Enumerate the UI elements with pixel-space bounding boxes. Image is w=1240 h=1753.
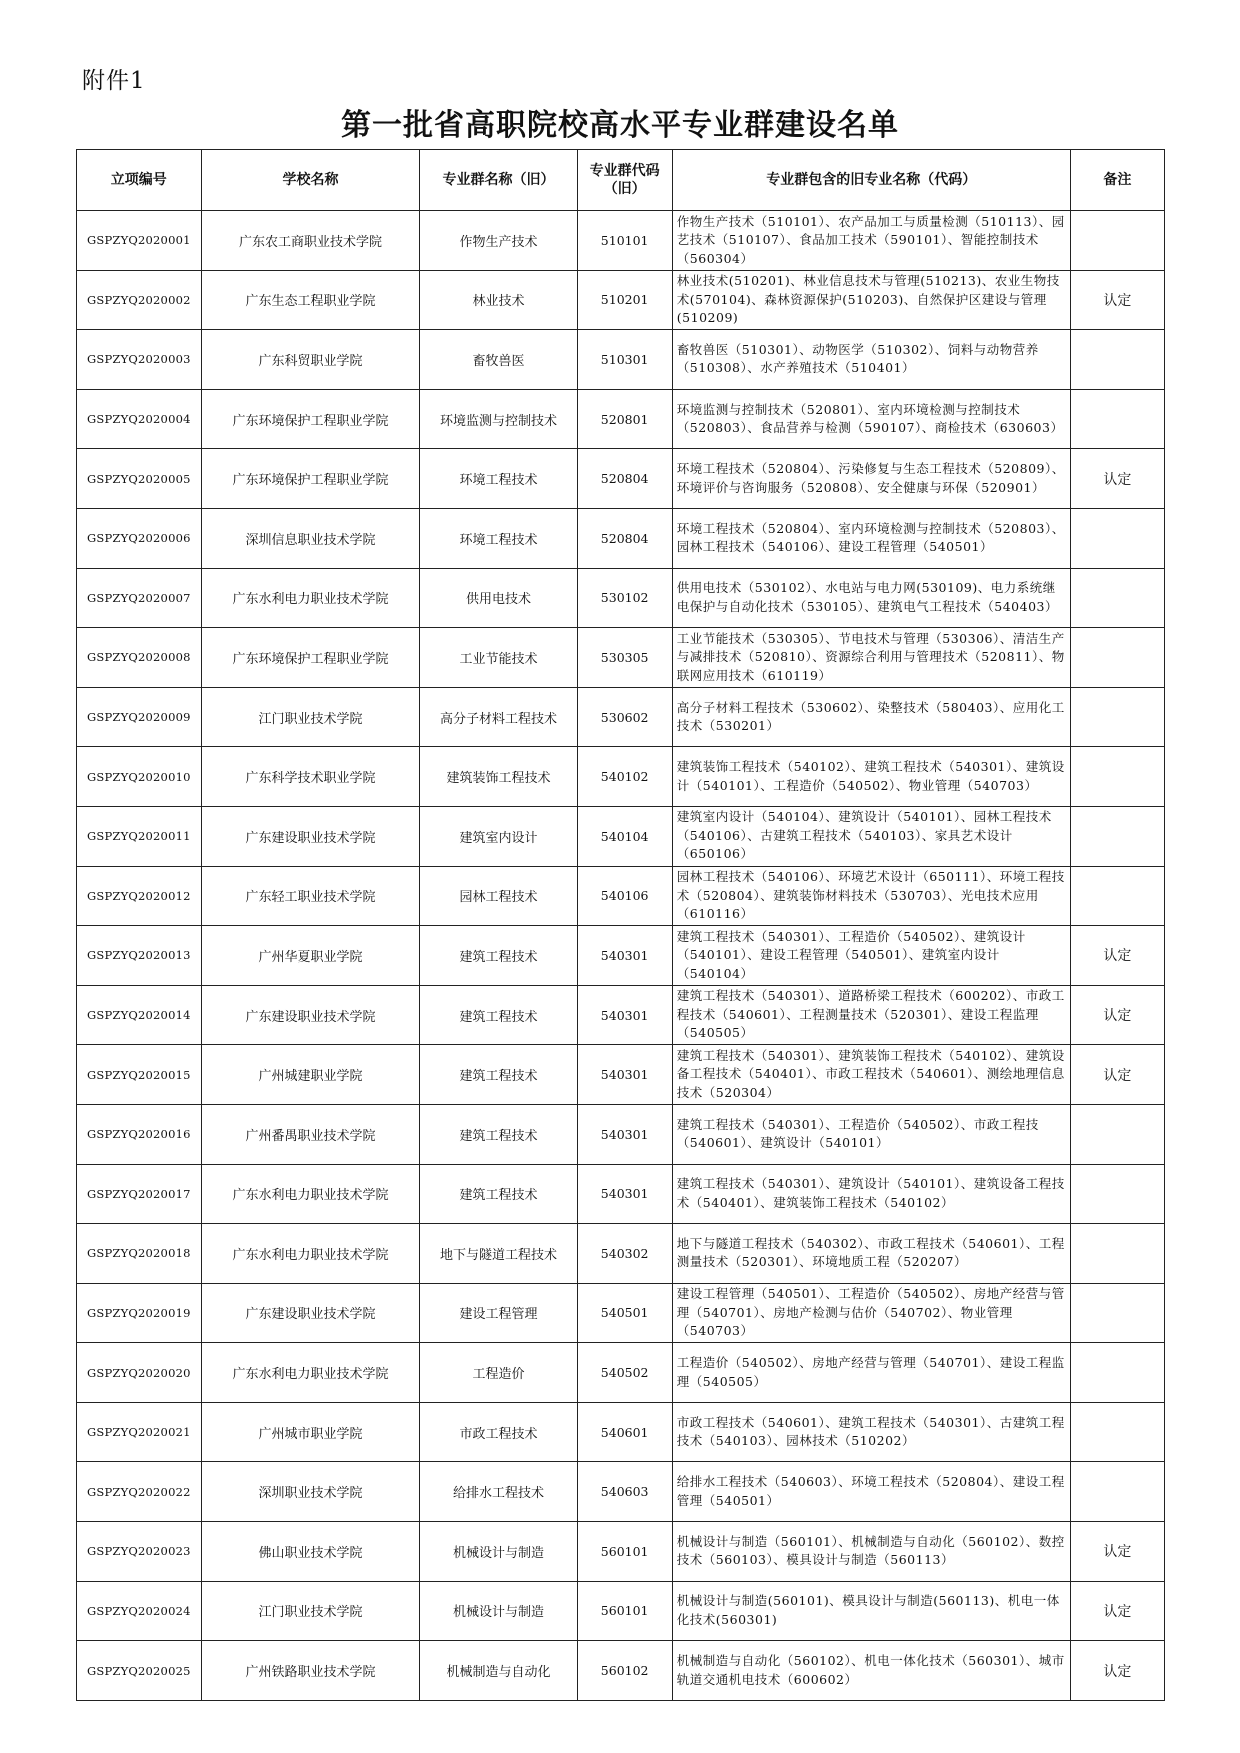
cell-school: 佛山职业技术学院	[201, 1522, 420, 1582]
cell-group-name: 给排水工程技术	[420, 1462, 577, 1522]
table-row	[77, 687, 1165, 747]
cell-majors: 园林工程技术（540106）、环境艺术设计（650111）、环境工程技术（520804）、建筑装饰材料技术（530703）、光电技术应用（610116）	[672, 866, 1070, 926]
table-row	[77, 568, 1165, 628]
cell-group-code: 540301	[577, 926, 672, 986]
cell-note	[1070, 1462, 1164, 1522]
cell-group-name: 建筑工程技术	[420, 985, 577, 1045]
cell-id: GSPZYQ2020009	[77, 687, 202, 747]
cell-group-code: 540502	[577, 1343, 672, 1403]
cell-school: 广东轻工职业技术学院	[201, 866, 420, 926]
cell-group-name: 工业节能技术	[420, 628, 577, 688]
cell-id: GSPZYQ2020008	[77, 628, 202, 688]
table-header-row	[77, 150, 1165, 211]
cell-group-code: 540104	[577, 806, 672, 866]
cell-school: 广东环境保护工程职业学院	[201, 449, 420, 509]
cell-group-name: 环境监测与控制技术	[420, 389, 577, 449]
cell-note	[1070, 806, 1164, 866]
table-row	[77, 1522, 1165, 1582]
cell-note	[1070, 508, 1164, 568]
cell-majors: 建设工程管理（540501）、工程造价（540502）、房地产经营与管理（540701）、房地产检测与估价（540702）、物业管理（540703）	[672, 1283, 1070, 1343]
cell-id: GSPZYQ2020017	[77, 1164, 202, 1224]
header-id: 立项编号	[77, 150, 202, 211]
cell-group-name: 作物生产技术	[420, 211, 577, 271]
cell-school: 广东生态工程职业学院	[201, 270, 420, 330]
cell-group-name: 供用电技术	[420, 568, 577, 628]
cell-majors: 林业技术(510201)、林业信息技术与管理(510213)、农业生物技术(570104)、森林资源保护(510203)、自然保护区建设与管理(510209)	[672, 270, 1070, 330]
cell-school: 广州城市职业学院	[201, 1402, 420, 1462]
cell-group-code: 520804	[577, 449, 672, 509]
cell-id: GSPZYQ2020023	[77, 1522, 202, 1582]
cell-majors: 建筑装饰工程技术（540102）、建筑工程技术（540301）、建筑设计（540101）、工程造价（540502）、物业管理（540703）	[672, 747, 1070, 807]
cell-note	[1070, 1343, 1164, 1403]
header-group-code	[577, 150, 672, 211]
cell-school: 广东水利电力职业技术学院	[201, 1224, 420, 1284]
cell-majors: 机械制造与自动化（560102）、机电一体化技术（560301）、城市轨道交通机电技术（600602）	[672, 1641, 1070, 1701]
cell-group-name: 畜牧兽医	[420, 330, 577, 390]
cell-school: 广东环境保护工程职业学院	[201, 628, 420, 688]
cell-group-name: 环境工程技术	[420, 449, 577, 509]
cell-majors: 建筑工程技术（540301）、建筑装饰工程技术（540102）、建筑设备工程技术（540401）、市政工程技术（540601）、测绘地理信息技术（520304）	[672, 1045, 1070, 1105]
cell-majors: 环境工程技术（520804）、室内环境检测与控制技术（520803）、园林工程技术（540106）、建设工程管理（540501）	[672, 508, 1070, 568]
cell-majors: 建筑工程技术（540301）、工程造价（540502）、建筑设计（540101）、建设工程管理（540501）、建筑室内设计（540104）	[672, 926, 1070, 986]
cell-group-code: 530102	[577, 568, 672, 628]
cell-majors: 畜牧兽医（510301）、动物医学（510302）、饲料与动物营养（510308）、水产养殖技术（510401）	[672, 330, 1070, 390]
cell-id: GSPZYQ2020012	[77, 866, 202, 926]
table-row	[77, 1641, 1165, 1701]
cell-note: 认定	[1070, 926, 1164, 986]
cell-group-code: 540301	[577, 1164, 672, 1224]
cell-id: GSPZYQ2020011	[77, 806, 202, 866]
cell-majors: 环境监测与控制技术（520801）、室内环境检测与控制技术（520803）、食品营养与检测（590107）、商检技术（630603）	[672, 389, 1070, 449]
table-row	[77, 628, 1165, 688]
cell-group-name: 建筑工程技术	[420, 1104, 577, 1164]
cell-note	[1070, 628, 1164, 688]
cell-majors: 地下与隧道工程技术（540302）、市政工程技术（540601）、工程测量技术（520301）、环境地质工程（520207）	[672, 1224, 1070, 1284]
cell-majors: 环境工程技术（520804）、污染修复与生态工程技术（520809）、环境评价与咨询服务（520808）、安全健康与环保（520901）	[672, 449, 1070, 509]
cell-id: GSPZYQ2020022	[77, 1462, 202, 1522]
cell-majors: 机械设计与制造（560101）、机械制造与自动化（560102）、数控技术（560103）、模具设计与制造（560113）	[672, 1522, 1070, 1582]
cell-group-name: 市政工程技术	[420, 1402, 577, 1462]
cell-note: 认定	[1070, 1522, 1164, 1582]
cell-group-code: 510201	[577, 270, 672, 330]
cell-note	[1070, 330, 1164, 390]
cell-id: GSPZYQ2020004	[77, 389, 202, 449]
cell-id: GSPZYQ2020016	[77, 1104, 202, 1164]
cell-note: 认定	[1070, 449, 1164, 509]
table-row	[77, 1581, 1165, 1641]
cell-id: GSPZYQ2020019	[77, 1283, 202, 1343]
table-row	[77, 1283, 1165, 1343]
cell-id: GSPZYQ2020015	[77, 1045, 202, 1105]
cell-school: 广东水利电力职业技术学院	[201, 1164, 420, 1224]
cell-note	[1070, 866, 1164, 926]
cell-id: GSPZYQ2020025	[77, 1641, 202, 1701]
header-group-code-line2: （旧）	[603, 181, 646, 197]
header-group-name: 专业群名称（旧）	[420, 150, 577, 211]
cell-group-code: 530305	[577, 628, 672, 688]
table-row	[77, 747, 1165, 807]
cell-id: GSPZYQ2020024	[77, 1581, 202, 1641]
cell-school: 深圳职业技术学院	[201, 1462, 420, 1522]
attachment-label: 附件1	[82, 68, 146, 94]
cell-group-name: 环境工程技术	[420, 508, 577, 568]
cell-school: 广州铁路职业技术学院	[201, 1641, 420, 1701]
cell-id: GSPZYQ2020005	[77, 449, 202, 509]
cell-note	[1070, 211, 1164, 271]
cell-note	[1070, 1402, 1164, 1462]
cell-group-code: 540601	[577, 1402, 672, 1462]
cell-note	[1070, 1283, 1164, 1343]
header-majors: 专业群包含的旧专业名称（代码）	[672, 150, 1070, 211]
cell-majors: 作物生产技术（510101）、农产品加工与质量检测（510113）、园艺技术（510107）、食品加工技术（590101）、智能控制技术（560304）	[672, 211, 1070, 271]
table-row	[77, 449, 1165, 509]
cell-group-name: 建筑工程技术	[420, 1164, 577, 1224]
cell-group-code: 560101	[577, 1581, 672, 1641]
cell-note: 认定	[1070, 270, 1164, 330]
cell-school: 江门职业技术学院	[201, 1581, 420, 1641]
cell-school: 深圳信息职业技术学院	[201, 508, 420, 568]
cell-majors: 工业节能技术（530305）、节电技术与管理（530306）、清洁生产与减排技术（520810）、资源综合利用与管理技术（520811）、物联网应用技术（610119）	[672, 628, 1070, 688]
header-school: 学校名称	[201, 150, 420, 211]
cell-group-code: 530602	[577, 687, 672, 747]
cell-id: GSPZYQ2020006	[77, 508, 202, 568]
cell-group-code: 510301	[577, 330, 672, 390]
cell-school: 广东建设职业技术学院	[201, 985, 420, 1045]
cell-note: 认定	[1070, 1581, 1164, 1641]
table-row	[77, 985, 1165, 1045]
cell-group-name: 建筑工程技术	[420, 926, 577, 986]
table-body	[77, 211, 1165, 1701]
cell-majors: 工程造价（540502）、房地产经营与管理（540701）、建设工程监理（540505）	[672, 1343, 1070, 1403]
cell-group-code: 540106	[577, 866, 672, 926]
cell-majors: 建筑室内设计（540104）、建筑设计（540101）、园林工程技术（540106）、古建筑工程技术（540103）、家具艺术设计（650106）	[672, 806, 1070, 866]
cell-note: 认定	[1070, 985, 1164, 1045]
cell-majors: 高分子材料工程技术（530602）、染整技术（580403）、应用化工技术（530201）	[672, 687, 1070, 747]
table-row	[77, 211, 1165, 271]
cell-note	[1070, 687, 1164, 747]
cell-group-name: 机械制造与自动化	[420, 1641, 577, 1701]
cell-id: GSPZYQ2020018	[77, 1224, 202, 1284]
cell-id: GSPZYQ2020007	[77, 568, 202, 628]
cell-group-name: 机械设计与制造	[420, 1581, 577, 1641]
cell-group-name: 林业技术	[420, 270, 577, 330]
cell-school: 广东建设职业技术学院	[201, 806, 420, 866]
cell-id: GSPZYQ2020010	[77, 747, 202, 807]
cell-note	[1070, 1224, 1164, 1284]
cell-group-code: 540301	[577, 985, 672, 1045]
cell-group-code: 560102	[577, 1641, 672, 1701]
document-title: 第一批省高职院校高水平专业群建设名单	[341, 108, 899, 143]
cell-group-name: 工程造价	[420, 1343, 577, 1403]
table-row	[77, 1462, 1165, 1522]
cell-group-name: 建筑室内设计	[420, 806, 577, 866]
cell-group-name: 建筑装饰工程技术	[420, 747, 577, 807]
table-row	[77, 1104, 1165, 1164]
cell-majors: 建筑工程技术（540301）、建筑设计（540101）、建筑设备工程技术（540401）、建筑装饰工程技术（540102）	[672, 1164, 1070, 1224]
cell-majors: 给排水工程技术（540603）、环境工程技术（520804）、建设工程管理（540501）	[672, 1462, 1070, 1522]
cell-note	[1070, 389, 1164, 449]
cell-note	[1070, 1164, 1164, 1224]
table-row	[77, 1402, 1165, 1462]
header-group-code-line1: 专业群代码	[589, 163, 660, 179]
program-group-table	[76, 149, 1165, 1701]
cell-school: 广东农工商职业技术学院	[201, 211, 420, 271]
cell-group-name: 建设工程管理	[420, 1283, 577, 1343]
cell-group-code: 560101	[577, 1522, 672, 1582]
cell-school: 广东环境保护工程职业学院	[201, 389, 420, 449]
cell-id: GSPZYQ2020002	[77, 270, 202, 330]
cell-note	[1070, 747, 1164, 807]
cell-school: 广州番禺职业技术学院	[201, 1104, 420, 1164]
cell-id: GSPZYQ2020014	[77, 985, 202, 1045]
cell-school: 江门职业技术学院	[201, 687, 420, 747]
cell-note	[1070, 1104, 1164, 1164]
cell-id: GSPZYQ2020003	[77, 330, 202, 390]
table-row	[77, 330, 1165, 390]
cell-majors: 供用电技术（530102）、水电站与电力网(530109)、电力系统继电保护与自动化技术（530105）、建筑电气工程技术（540403）	[672, 568, 1070, 628]
table-row	[77, 508, 1165, 568]
cell-id: GSPZYQ2020013	[77, 926, 202, 986]
table-row	[77, 389, 1165, 449]
table-row	[77, 866, 1165, 926]
cell-majors: 建筑工程技术（540301）、工程造价（540502）、市政工程技（540601）、建筑设计（540101）	[672, 1104, 1070, 1164]
cell-school: 广东科学技术职业学院	[201, 747, 420, 807]
cell-note: 认定	[1070, 1045, 1164, 1105]
cell-id: GSPZYQ2020001	[77, 211, 202, 271]
cell-group-code: 540501	[577, 1283, 672, 1343]
cell-school: 广东建设职业技术学院	[201, 1283, 420, 1343]
cell-school: 广东水利电力职业技术学院	[201, 1343, 420, 1403]
table-row	[77, 1045, 1165, 1105]
cell-majors: 机械设计与制造(560101)、模具设计与制造(560113)、机电一体化技术(560301)	[672, 1581, 1070, 1641]
cell-group-name: 机械设计与制造	[420, 1522, 577, 1582]
table-row	[77, 270, 1165, 330]
cell-school: 广东水利电力职业技术学院	[201, 568, 420, 628]
cell-school: 广东科贸职业学院	[201, 330, 420, 390]
cell-majors: 建筑工程技术（540301）、道路桥梁工程技术（600202）、市政工程技术（540601）、工程测量技术（520301）、建设工程监理（540505）	[672, 985, 1070, 1045]
cell-group-name: 园林工程技术	[420, 866, 577, 926]
table-row	[77, 1164, 1165, 1224]
cell-group-name: 地下与隧道工程技术	[420, 1224, 577, 1284]
cell-note	[1070, 568, 1164, 628]
cell-note: 认定	[1070, 1641, 1164, 1701]
cell-group-code: 520801	[577, 389, 672, 449]
header-note: 备注	[1070, 150, 1164, 211]
table-row	[77, 1343, 1165, 1403]
cell-group-code: 520804	[577, 508, 672, 568]
table-row	[77, 806, 1165, 866]
cell-group-name: 高分子材料工程技术	[420, 687, 577, 747]
table-row	[77, 1224, 1165, 1284]
cell-school: 广州城建职业学院	[201, 1045, 420, 1105]
cell-id: GSPZYQ2020021	[77, 1402, 202, 1462]
cell-id: GSPZYQ2020020	[77, 1343, 202, 1403]
cell-group-code: 540302	[577, 1224, 672, 1284]
cell-group-code: 540301	[577, 1045, 672, 1105]
cell-majors: 市政工程技术（540601）、建筑工程技术（540301）、古建筑工程技术（540103）、园林技术（510202）	[672, 1402, 1070, 1462]
cell-group-code: 540603	[577, 1462, 672, 1522]
cell-group-name: 建筑工程技术	[420, 1045, 577, 1105]
cell-group-code: 540301	[577, 1104, 672, 1164]
table-row	[77, 926, 1165, 986]
cell-group-code: 510101	[577, 211, 672, 271]
cell-group-code: 540102	[577, 747, 672, 807]
cell-school: 广州华夏职业学院	[201, 926, 420, 986]
